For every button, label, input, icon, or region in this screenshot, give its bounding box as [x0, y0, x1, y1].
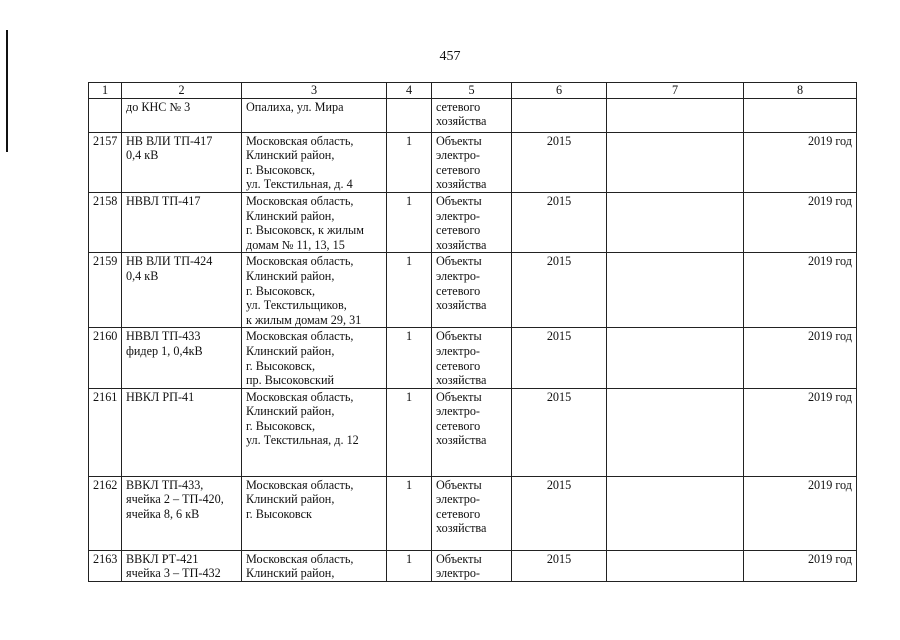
cell-line: Объекты: [436, 193, 482, 208]
cell-line: ул. Текстильщиков,: [246, 298, 347, 313]
cell-column-7: [607, 328, 744, 388]
cell-number: 2158: [89, 192, 122, 252]
cell-address: [242, 253, 387, 328]
cell-line: хозяйства: [436, 298, 487, 313]
cell-line: Объекты: [436, 329, 482, 344]
cell-line: хозяйства: [436, 114, 487, 129]
cell-object-name: [122, 132, 242, 192]
cell-line: Объекты: [436, 389, 482, 404]
cell-year: 2015: [512, 192, 607, 252]
cell-line: хозяйства: [436, 373, 487, 388]
cell-category: [432, 98, 512, 132]
table-row: [89, 328, 857, 388]
cell-object-name: [122, 328, 242, 388]
cell-line: Московская область,: [246, 329, 354, 344]
cell-line: хозяйства: [436, 433, 487, 448]
cell-line: сетевого: [436, 358, 481, 373]
cell-object-name: [122, 253, 242, 328]
cell-quantity: 1: [387, 550, 432, 581]
cell-line: Объекты: [436, 133, 482, 148]
cell-line: Объекты: [436, 254, 482, 269]
cell-category: [432, 476, 512, 550]
cell-line: НВКЛ РП-41: [126, 389, 195, 404]
cell-column-7: [607, 550, 744, 581]
column-header: 7: [607, 83, 744, 99]
cell-year: 2015: [512, 388, 607, 476]
cell-address: [242, 476, 387, 550]
cell-line: Московская область,: [246, 477, 354, 492]
cell-line: ячейка 8, 6 кВ: [126, 506, 200, 521]
table-row: [89, 550, 857, 581]
cell-line: Опалиха, ул. Мира: [246, 99, 344, 114]
table-row: [89, 388, 857, 476]
cell-line: НВ ВЛИ ТП-424: [126, 254, 213, 269]
cell-number: [89, 98, 122, 132]
page-number: 457: [439, 49, 461, 64]
cell-line: ячейка 3 – ТП-432: [126, 566, 221, 581]
table-row: [89, 476, 857, 550]
cell-quantity: 1: [387, 192, 432, 252]
cell-line: Московская область,: [246, 389, 354, 404]
cell-line: Клинский район,: [246, 492, 335, 507]
cell-line: домам № 11, 13, 15: [246, 237, 345, 252]
cell-address: [242, 98, 387, 132]
cell-line: Объекты: [436, 477, 482, 492]
cell-line: электро-: [436, 343, 480, 358]
table-row: [89, 253, 857, 328]
column-header: 4: [387, 83, 432, 99]
cell-object-name: [122, 388, 242, 476]
cell-line: 0,4 кВ: [126, 148, 159, 163]
cell-line: ячейка 2 – ТП-420,: [126, 492, 224, 507]
cell-line: хозяйства: [436, 237, 487, 252]
cell-line: до КНС № 3: [126, 99, 191, 114]
cell-line: электро-: [436, 492, 480, 507]
cell-line: Московская область,: [246, 193, 354, 208]
cell-line: г. Высоковск,: [246, 162, 315, 177]
cell-line: пр. Высоковский: [246, 373, 334, 388]
cell-quantity: 1: [387, 388, 432, 476]
cell-line: сетевого: [436, 506, 481, 521]
cell-object-name: [122, 476, 242, 550]
cell-column-7: [607, 476, 744, 550]
cell-address: [242, 388, 387, 476]
cell-line: к жилым домам 29, 31: [246, 312, 362, 327]
cell-line: г. Высоковск,: [246, 283, 315, 298]
cell-number: 2159: [89, 253, 122, 328]
cell-category: [432, 328, 512, 388]
cell-address: [242, 550, 387, 581]
cell-term: 2019 год: [744, 550, 857, 581]
cell-line: сетевого: [436, 99, 481, 114]
cell-year: 2015: [512, 328, 607, 388]
cell-line: электро-: [436, 404, 480, 419]
cell-line: Клинский район,: [246, 268, 335, 283]
cell-quantity: 1: [387, 132, 432, 192]
column-header: 1: [89, 83, 122, 99]
cell-line: ВВКЛ РТ-421: [126, 551, 199, 566]
cell-year: 2015: [512, 253, 607, 328]
cell-line: Объекты: [436, 551, 482, 566]
cell-category: [432, 253, 512, 328]
cell-line: Клинский район,: [246, 148, 335, 163]
cell-object-name: [122, 98, 242, 132]
cell-column-7: [607, 253, 744, 328]
cell-year: 2015: [512, 476, 607, 550]
cell-term: 2019 год: [744, 253, 857, 328]
cell-term: [744, 98, 857, 132]
column-header: 3: [242, 83, 387, 99]
cell-line: НВ ВЛИ ТП-417: [126, 133, 213, 148]
cell-line: электро-: [436, 208, 480, 223]
cell-line: ВВКЛ ТП-433,: [126, 477, 204, 492]
cell-line: ул. Текстильная, д. 12: [246, 433, 359, 448]
cell-line: сетевого: [436, 283, 481, 298]
cell-category: [432, 132, 512, 192]
cell-line: НВВЛ ТП-417: [126, 193, 201, 208]
table-row: [89, 192, 857, 252]
cell-line: сетевого: [436, 162, 481, 177]
cell-quantity: 1: [387, 328, 432, 388]
cell-line: Московская область,: [246, 254, 354, 269]
cell-line: г. Высоковск: [246, 506, 312, 521]
cell-quantity: 1: [387, 476, 432, 550]
column-header: 5: [432, 83, 512, 99]
cell-column-7: [607, 388, 744, 476]
cell-number: 2163: [89, 550, 122, 581]
cell-column-7: [607, 98, 744, 132]
table-row: [89, 98, 857, 132]
cell-line: Клинский район,: [246, 208, 335, 223]
cell-number: 2161: [89, 388, 122, 476]
column-header: 2: [122, 83, 242, 99]
cell-line: Клинский район,: [246, 404, 335, 419]
cell-column-7: [607, 132, 744, 192]
column-header: 6: [512, 83, 607, 99]
cell-number: 2157: [89, 132, 122, 192]
cell-year: 2015: [512, 550, 607, 581]
cell-category: [432, 388, 512, 476]
cell-object-name: [122, 192, 242, 252]
cell-quantity: 1: [387, 253, 432, 328]
cell-category: [432, 550, 512, 581]
registry-table: [88, 82, 857, 582]
cell-line: г. Высоковск,: [246, 358, 315, 373]
table-row: [89, 132, 857, 192]
cell-term: 2019 год: [744, 476, 857, 550]
cell-term: 2019 год: [744, 328, 857, 388]
cell-line: фидер 1, 0,4кВ: [126, 343, 203, 358]
cell-address: [242, 192, 387, 252]
column-header: 8: [744, 83, 857, 99]
cell-column-7: [607, 192, 744, 252]
cell-object-name: [122, 550, 242, 581]
cell-year: 2015: [512, 132, 607, 192]
cell-term: 2019 год: [744, 192, 857, 252]
cell-line: хозяйства: [436, 177, 487, 192]
cell-line: г. Высоковск, к жилым: [246, 223, 364, 238]
cell-number: 2160: [89, 328, 122, 388]
cell-quantity: [387, 98, 432, 132]
cell-line: сетевого: [436, 418, 481, 433]
cell-line: г. Высоковск,: [246, 418, 315, 433]
cell-line: НВВЛ ТП-433: [126, 329, 201, 344]
cell-term: 2019 год: [744, 388, 857, 476]
cell-category: [432, 192, 512, 252]
cell-address: [242, 328, 387, 388]
table-body: [89, 98, 857, 581]
cell-line: Клинский район,: [246, 566, 335, 581]
cell-address: [242, 132, 387, 192]
cell-line: Московская область,: [246, 133, 354, 148]
cell-line: 0,4 кВ: [126, 268, 159, 283]
cell-line: электро-: [436, 148, 480, 163]
cell-term: 2019 год: [744, 132, 857, 192]
cell-number: 2162: [89, 476, 122, 550]
cell-line: Клинский район,: [246, 343, 335, 358]
cell-line: сетевого: [436, 223, 481, 238]
cell-line: Московская область,: [246, 551, 354, 566]
header-row: [89, 83, 857, 99]
cell-line: ул. Текстильная, д. 4: [246, 177, 353, 192]
cell-year: [512, 98, 607, 132]
cell-line: электро-: [436, 566, 480, 581]
cell-line: хозяйства: [436, 521, 487, 536]
cell-line: электро-: [436, 268, 480, 283]
